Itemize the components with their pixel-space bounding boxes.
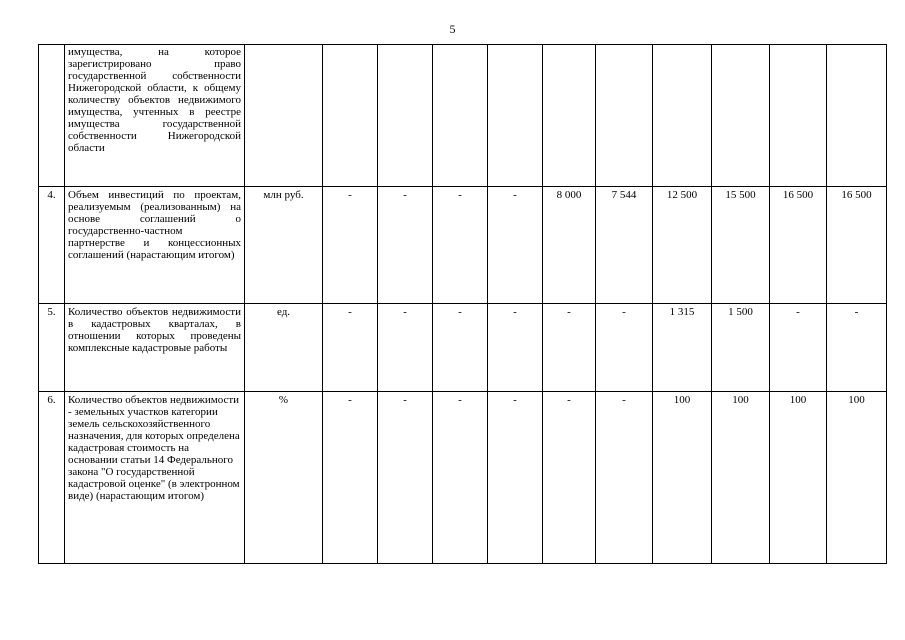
value-cell [433,45,488,187]
row-number: 6. [39,392,65,564]
unit-cell [245,45,323,187]
value-cell: - [770,304,827,392]
value-cell: 100 [712,392,770,564]
value-cell [770,45,827,187]
row-number [39,45,65,187]
value-cell [596,45,653,187]
value-cell: - [488,392,543,564]
indicator-name: Количество объектов недвижимости - земельных участков категории земель сельскохозяйственного назначения, для которых определена кадастровая стоимость на основании статьи 14 Федерального закона "О государственной кадастровой оценке" (в электронном виде) (нарастающим итогом) [65,392,245,564]
table-row [39,304,887,392]
unit-cell: млн руб. [245,187,323,304]
table-row [39,392,887,564]
value-cell: - [323,187,378,304]
value-cell: 1 315 [653,304,712,392]
unit-cell: ед. [245,304,323,392]
indicator-name: Объем инвестиций по проектам, реализуемым (реализованным) на основе соглашений о государственно-частном партнерстве и концессионных соглашений (нарастающим итогом) [65,187,245,304]
value-cell: - [433,304,488,392]
value-cell: - [433,392,488,564]
value-cell: 100 [653,392,712,564]
value-cell: 1 500 [712,304,770,392]
value-cell: 100 [770,392,827,564]
value-cell: 15 500 [712,187,770,304]
value-cell: - [378,187,433,304]
value-cell: 16 500 [770,187,827,304]
value-cell [712,45,770,187]
value-cell: - [433,187,488,304]
value-cell: - [378,304,433,392]
row-number: 5. [39,304,65,392]
value-cell: - [488,187,543,304]
value-cell [378,45,433,187]
page-number: 5 [449,22,456,36]
value-cell: - [596,304,653,392]
value-cell: - [543,392,596,564]
value-cell: 16 500 [827,187,887,304]
indicator-name: имущества, на которое зарегистрировано право государственной собственности Нижегородской области, к общему количеству объектов недвижимого имущества, учтенных в реестре имущества государственной собственности Нижегородской области [65,45,245,187]
value-cell [543,45,596,187]
value-cell [323,45,378,187]
value-cell: - [488,304,543,392]
table-row [39,187,887,304]
value-cell: 8 000 [543,187,596,304]
value-cell: 7 544 [596,187,653,304]
value-cell [488,45,543,187]
value-cell [653,45,712,187]
value-cell [827,45,887,187]
indicator-name: Количество объектов недвижимости в кадастровых кварталах, в отношении которых проведены комплексные кадастровые работы [65,304,245,392]
value-cell: 100 [827,392,887,564]
value-cell: - [378,392,433,564]
value-cell: - [323,304,378,392]
value-cell: - [827,304,887,392]
value-cell: - [596,392,653,564]
unit-cell: % [245,392,323,564]
indicators-table [38,44,887,564]
value-cell: 12 500 [653,187,712,304]
value-cell: - [543,304,596,392]
value-cell: - [323,392,378,564]
row-number: 4. [39,187,65,304]
table-row [39,45,887,187]
